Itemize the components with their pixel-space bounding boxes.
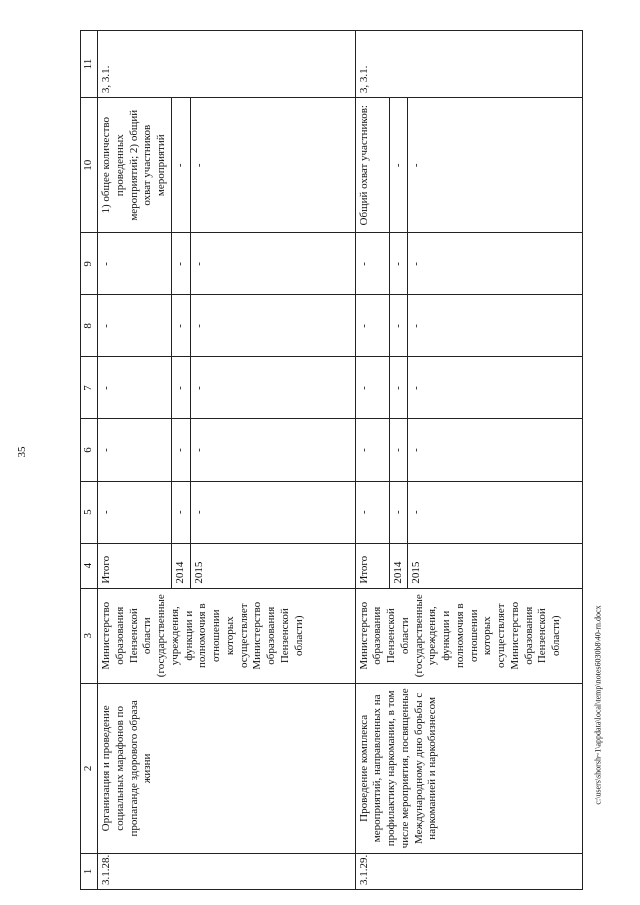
executor: Министерство образования Пензенской области (государственные учреждения, функции и полномочия в отношении которых осуществляет Министерство образования Пензенской области) bbox=[98, 588, 356, 683]
value-col-6: - bbox=[171, 419, 190, 481]
header-col-10: 10 bbox=[81, 98, 98, 233]
indicator: 1) общее количество проведенных мероприятий; 2) общий охват участников мероприятий bbox=[98, 98, 172, 233]
header-col-5: 5 bbox=[81, 481, 98, 543]
value-col-6: - bbox=[355, 419, 389, 481]
footer-file-path: c:\users\shorsh~1\appdata\local\temp\notes6030b8\40-rn.docx bbox=[593, 605, 603, 805]
table-row bbox=[98, 31, 172, 890]
value-col-9: - bbox=[389, 233, 408, 295]
year-label: Итого bbox=[355, 543, 389, 588]
value-col-7: - bbox=[171, 357, 190, 419]
indicator: Общий охват участников: bbox=[355, 98, 389, 233]
year-label: 2014 bbox=[389, 543, 408, 588]
table-row bbox=[355, 31, 389, 890]
year-label: 2015 bbox=[408, 543, 583, 588]
header-col-11: 11 bbox=[81, 31, 98, 98]
value-col-7: - bbox=[98, 357, 172, 419]
value-col-9: - bbox=[355, 233, 389, 295]
value-col-5: - bbox=[190, 481, 355, 543]
header-row bbox=[81, 31, 98, 890]
header-col-7: 7 bbox=[81, 357, 98, 419]
activity-name: Проведение комплекса мероприятий, направленных на профилактику наркомании, в том числе мероприятия, посвященные Международному дню борьбы с наркоманией и наркобизнесом bbox=[355, 683, 583, 853]
value-col-6: - bbox=[98, 419, 172, 481]
header-col-3: 3 bbox=[81, 588, 98, 683]
value-col-6: - bbox=[408, 419, 583, 481]
value-col-9: - bbox=[171, 233, 190, 295]
value-col-5: - bbox=[171, 481, 190, 543]
header-col-1: 1 bbox=[81, 853, 98, 889]
value-col-5: - bbox=[389, 481, 408, 543]
value-col-8: - bbox=[389, 295, 408, 357]
header-col-6: 6 bbox=[81, 419, 98, 481]
year-label: 2014 bbox=[171, 543, 190, 588]
header-col-4: 4 bbox=[81, 543, 98, 588]
year-label: Итого bbox=[98, 543, 172, 588]
value-col-7: - bbox=[355, 357, 389, 419]
value-col-8: - bbox=[190, 295, 355, 357]
value-col-8: - bbox=[408, 295, 583, 357]
value-col-9: - bbox=[98, 233, 172, 295]
value-col-10: - bbox=[408, 98, 583, 233]
task-reference: 3, 3.1. bbox=[355, 31, 583, 98]
value-col-8: - bbox=[355, 295, 389, 357]
value-col-6: - bbox=[389, 419, 408, 481]
value-col-6: - bbox=[190, 419, 355, 481]
value-col-10: - bbox=[389, 98, 408, 233]
executor: Министерство образования Пензенской области (государственные учреждения, функции и полномочия в отношении которых осуществляет Министерство образования Пензенской области) bbox=[355, 588, 583, 683]
page-number: 35 bbox=[16, 446, 28, 458]
value-col-10: - bbox=[171, 98, 190, 233]
value-col-8: - bbox=[171, 295, 190, 357]
row-number: 3.1.29. bbox=[355, 853, 583, 889]
row-number: 3.1.28. bbox=[98, 853, 356, 889]
value-col-7: - bbox=[389, 357, 408, 419]
header-col-8: 8 bbox=[81, 295, 98, 357]
header-col-9: 9 bbox=[81, 233, 98, 295]
value-col-9: - bbox=[190, 233, 355, 295]
task-reference: 3, 3.1. bbox=[98, 31, 356, 98]
value-col-10: - bbox=[190, 98, 355, 233]
value-col-7: - bbox=[408, 357, 583, 419]
value-col-5: - bbox=[98, 481, 172, 543]
value-col-7: - bbox=[190, 357, 355, 419]
year-label: 2015 bbox=[190, 543, 355, 588]
header-col-2: 2 bbox=[81, 683, 98, 853]
value-col-5: - bbox=[355, 481, 389, 543]
activity-name: Организация и проведение социальных марафонов по пропаганде здорового образа жизни bbox=[98, 683, 356, 853]
rotated-table-container bbox=[80, 30, 570, 890]
value-col-5: - bbox=[408, 481, 583, 543]
value-col-8: - bbox=[98, 295, 172, 357]
program-activities-table bbox=[80, 30, 583, 890]
value-col-9: - bbox=[408, 233, 583, 295]
